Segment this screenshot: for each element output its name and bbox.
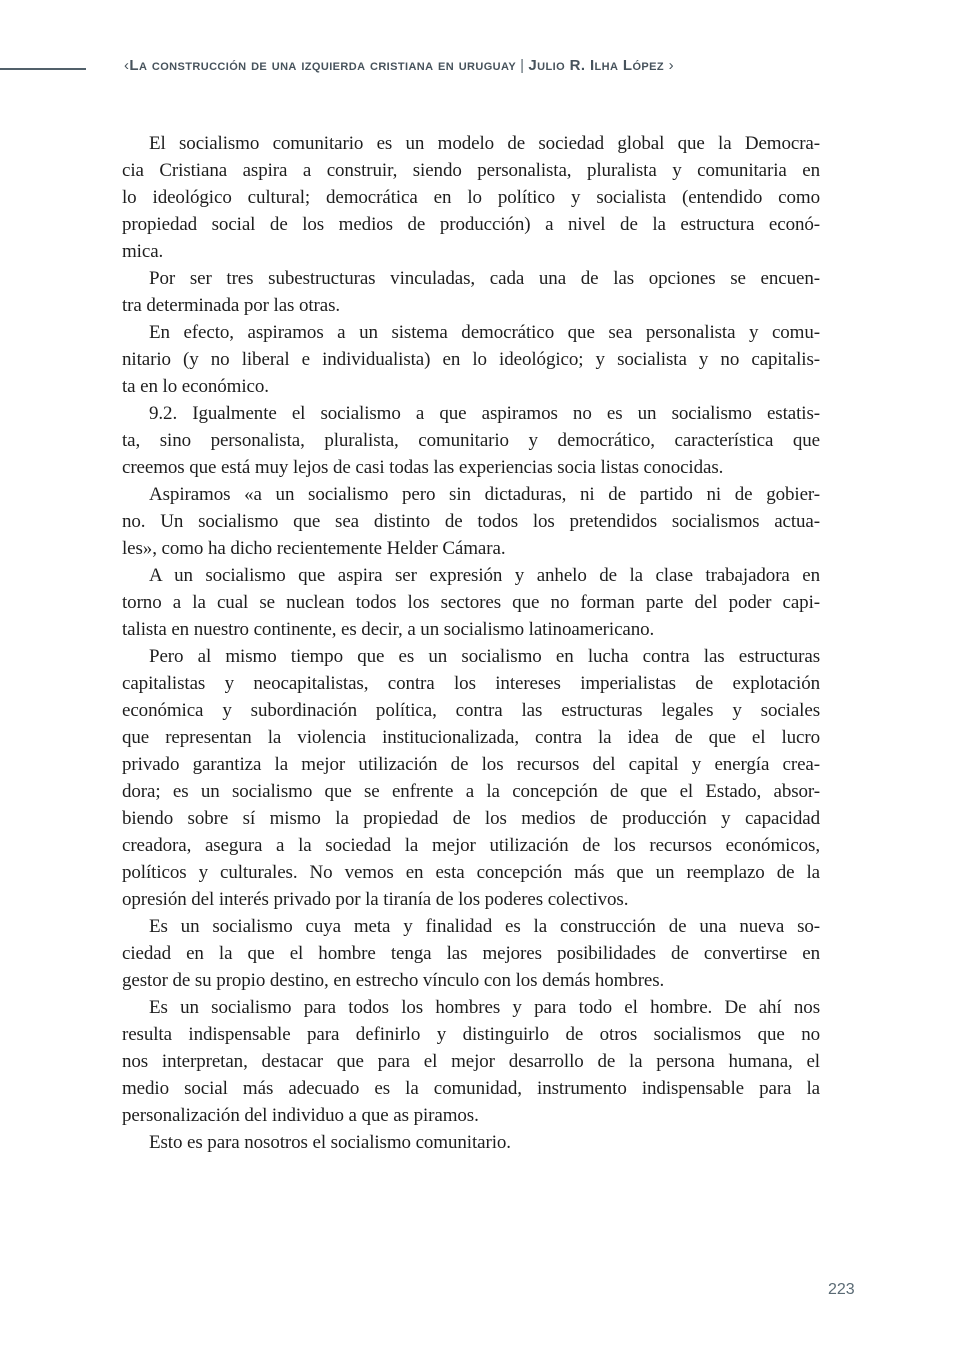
text-line: talista en nuestro continente, es decir, a un socialismo latinoamericano. — [122, 619, 655, 640]
text-line: tra determinada por las otras. — [122, 295, 341, 316]
text-line: biendo sobre sí mismo la propiedad de los medios de producción y capacidad — [122, 808, 820, 829]
running-header — [124, 57, 674, 74]
text-line: personalización del individuo a que as piramos. — [122, 1105, 479, 1126]
header-close-mark: › — [668, 57, 674, 74]
text-line: cia Cristiana aspira a construir, siendo personalista, pluralista y comunitaria en — [122, 160, 820, 181]
paragraph — [122, 1129, 820, 1156]
text-line: El socialismo comunitario es un modelo de sociedad global que la Democra- — [149, 133, 820, 154]
text-line: A un socialismo que aspira ser expresión y anhelo de la clase trabajadora en — [149, 565, 820, 586]
text-line: Esto es para nosotros el socialismo comunitario. — [149, 1132, 511, 1153]
header-open-mark: ‹ — [124, 57, 130, 74]
paragraph — [122, 994, 820, 1129]
article-body — [122, 130, 820, 1156]
text-line: dora; es un socialismo que se enfrente a la concepción de que el Estado, absor- — [122, 781, 820, 802]
text-line: nitario (y no liberal e individualista) en lo ideológico; y socialista y no capitalis- — [122, 349, 820, 370]
text-line: medio social más adecuado es la comunidad, instrumento indispensable para la — [122, 1078, 820, 1099]
text-line: Aspiramos «a un socialismo pero sin dictaduras, ni de partido ni de gobier- — [149, 484, 820, 505]
text-line: 9.2. Igualmente el socialismo a que aspiramos no es un socialismo estatis- — [149, 403, 820, 424]
paragraph — [122, 130, 820, 265]
text-line: En efecto, aspiramos a un sistema democrático que sea personalista y comu- — [149, 322, 820, 343]
text-line: capitalistas y neocapitalistas, contra los intereses imperialistas de explotación — [122, 673, 820, 694]
text-line: opresión del interés privado por la tiranía de los poderes colectivos. — [122, 889, 629, 910]
text-line: mica. — [122, 241, 164, 262]
text-line: lo ideológico cultural; democrática en lo político y socialista (entendido como — [122, 187, 820, 208]
text-line: que representan la violencia institucionalizada, contra la idea de que el lucro — [122, 727, 820, 748]
text-line: Es un socialismo cuya meta y finalidad es la construcción de una nueva so- — [149, 916, 820, 937]
paragraph — [122, 481, 820, 562]
header-separator: | — [520, 57, 525, 74]
paragraph — [122, 265, 820, 319]
header-author: Julio R. Ilha López — [528, 57, 665, 74]
text-line: Por ser tres subestructuras vinculadas, cada una de las opciones se encuen- — [149, 268, 820, 289]
text-line: gestor de su propio destino, en estrecho vínculo con los demás hombres. — [122, 970, 665, 991]
text-line: resulta indispensable para definirlo y distinguirlo de otros socialismos que no — [122, 1024, 820, 1045]
text-line: torno a la cual se nuclean todos los sectores que no forman parte del poder capi- — [122, 592, 820, 613]
text-line: no. Un socialismo que sea distinto de todos los pretendidos socialismos actua- — [122, 511, 820, 532]
paragraph — [122, 913, 820, 994]
paragraph — [122, 319, 820, 400]
text-line: creemos que está muy lejos de casi todas las experiencias socia listas conocidas. — [122, 457, 724, 478]
text-line: ta en lo económico. — [122, 376, 269, 397]
text-line: les», como ha dicho recientemente Helder Cámara. — [122, 538, 506, 559]
page-number: 223 — [828, 1281, 855, 1298]
text-line: ta, sino personalista, pluralista, comunitario y democrático, característica que — [122, 430, 820, 451]
text-line: creadora, asegura a la sociedad la mejor utilización de los recursos económicos, — [122, 835, 820, 856]
text-line: Pero al mismo tiempo que es un socialismo en lucha contra las estructuras — [149, 646, 820, 667]
paragraph — [122, 643, 820, 913]
header-title: La construcción de una izquierda cristiana en uruguay — [129, 57, 517, 74]
text-line: políticos y culturales. No vemos en esta concepción más que un reemplazo de la — [122, 862, 820, 883]
text-line: nos interpretan, destacar que para el mejor desarrollo de la persona humana, el — [122, 1051, 820, 1072]
text-line: ciedad en la que el hombre tenga las mejores posibilidades de convertirse en — [122, 943, 820, 964]
text-line: privado garantiza la mejor utilización de los recursos del capital y energía crea- — [122, 754, 820, 775]
text-line: propiedad social de los medios de producción) a nivel de la estructura econó- — [122, 214, 820, 235]
paragraph — [122, 400, 820, 481]
paragraph — [122, 562, 820, 643]
text-line: Es un socialismo para todos los hombres y para todo el hombre. De ahí nos — [149, 997, 820, 1018]
text-line: económica y subordinación política, contra las estructuras legales y sociales — [122, 700, 820, 721]
header-rule — [0, 68, 86, 70]
